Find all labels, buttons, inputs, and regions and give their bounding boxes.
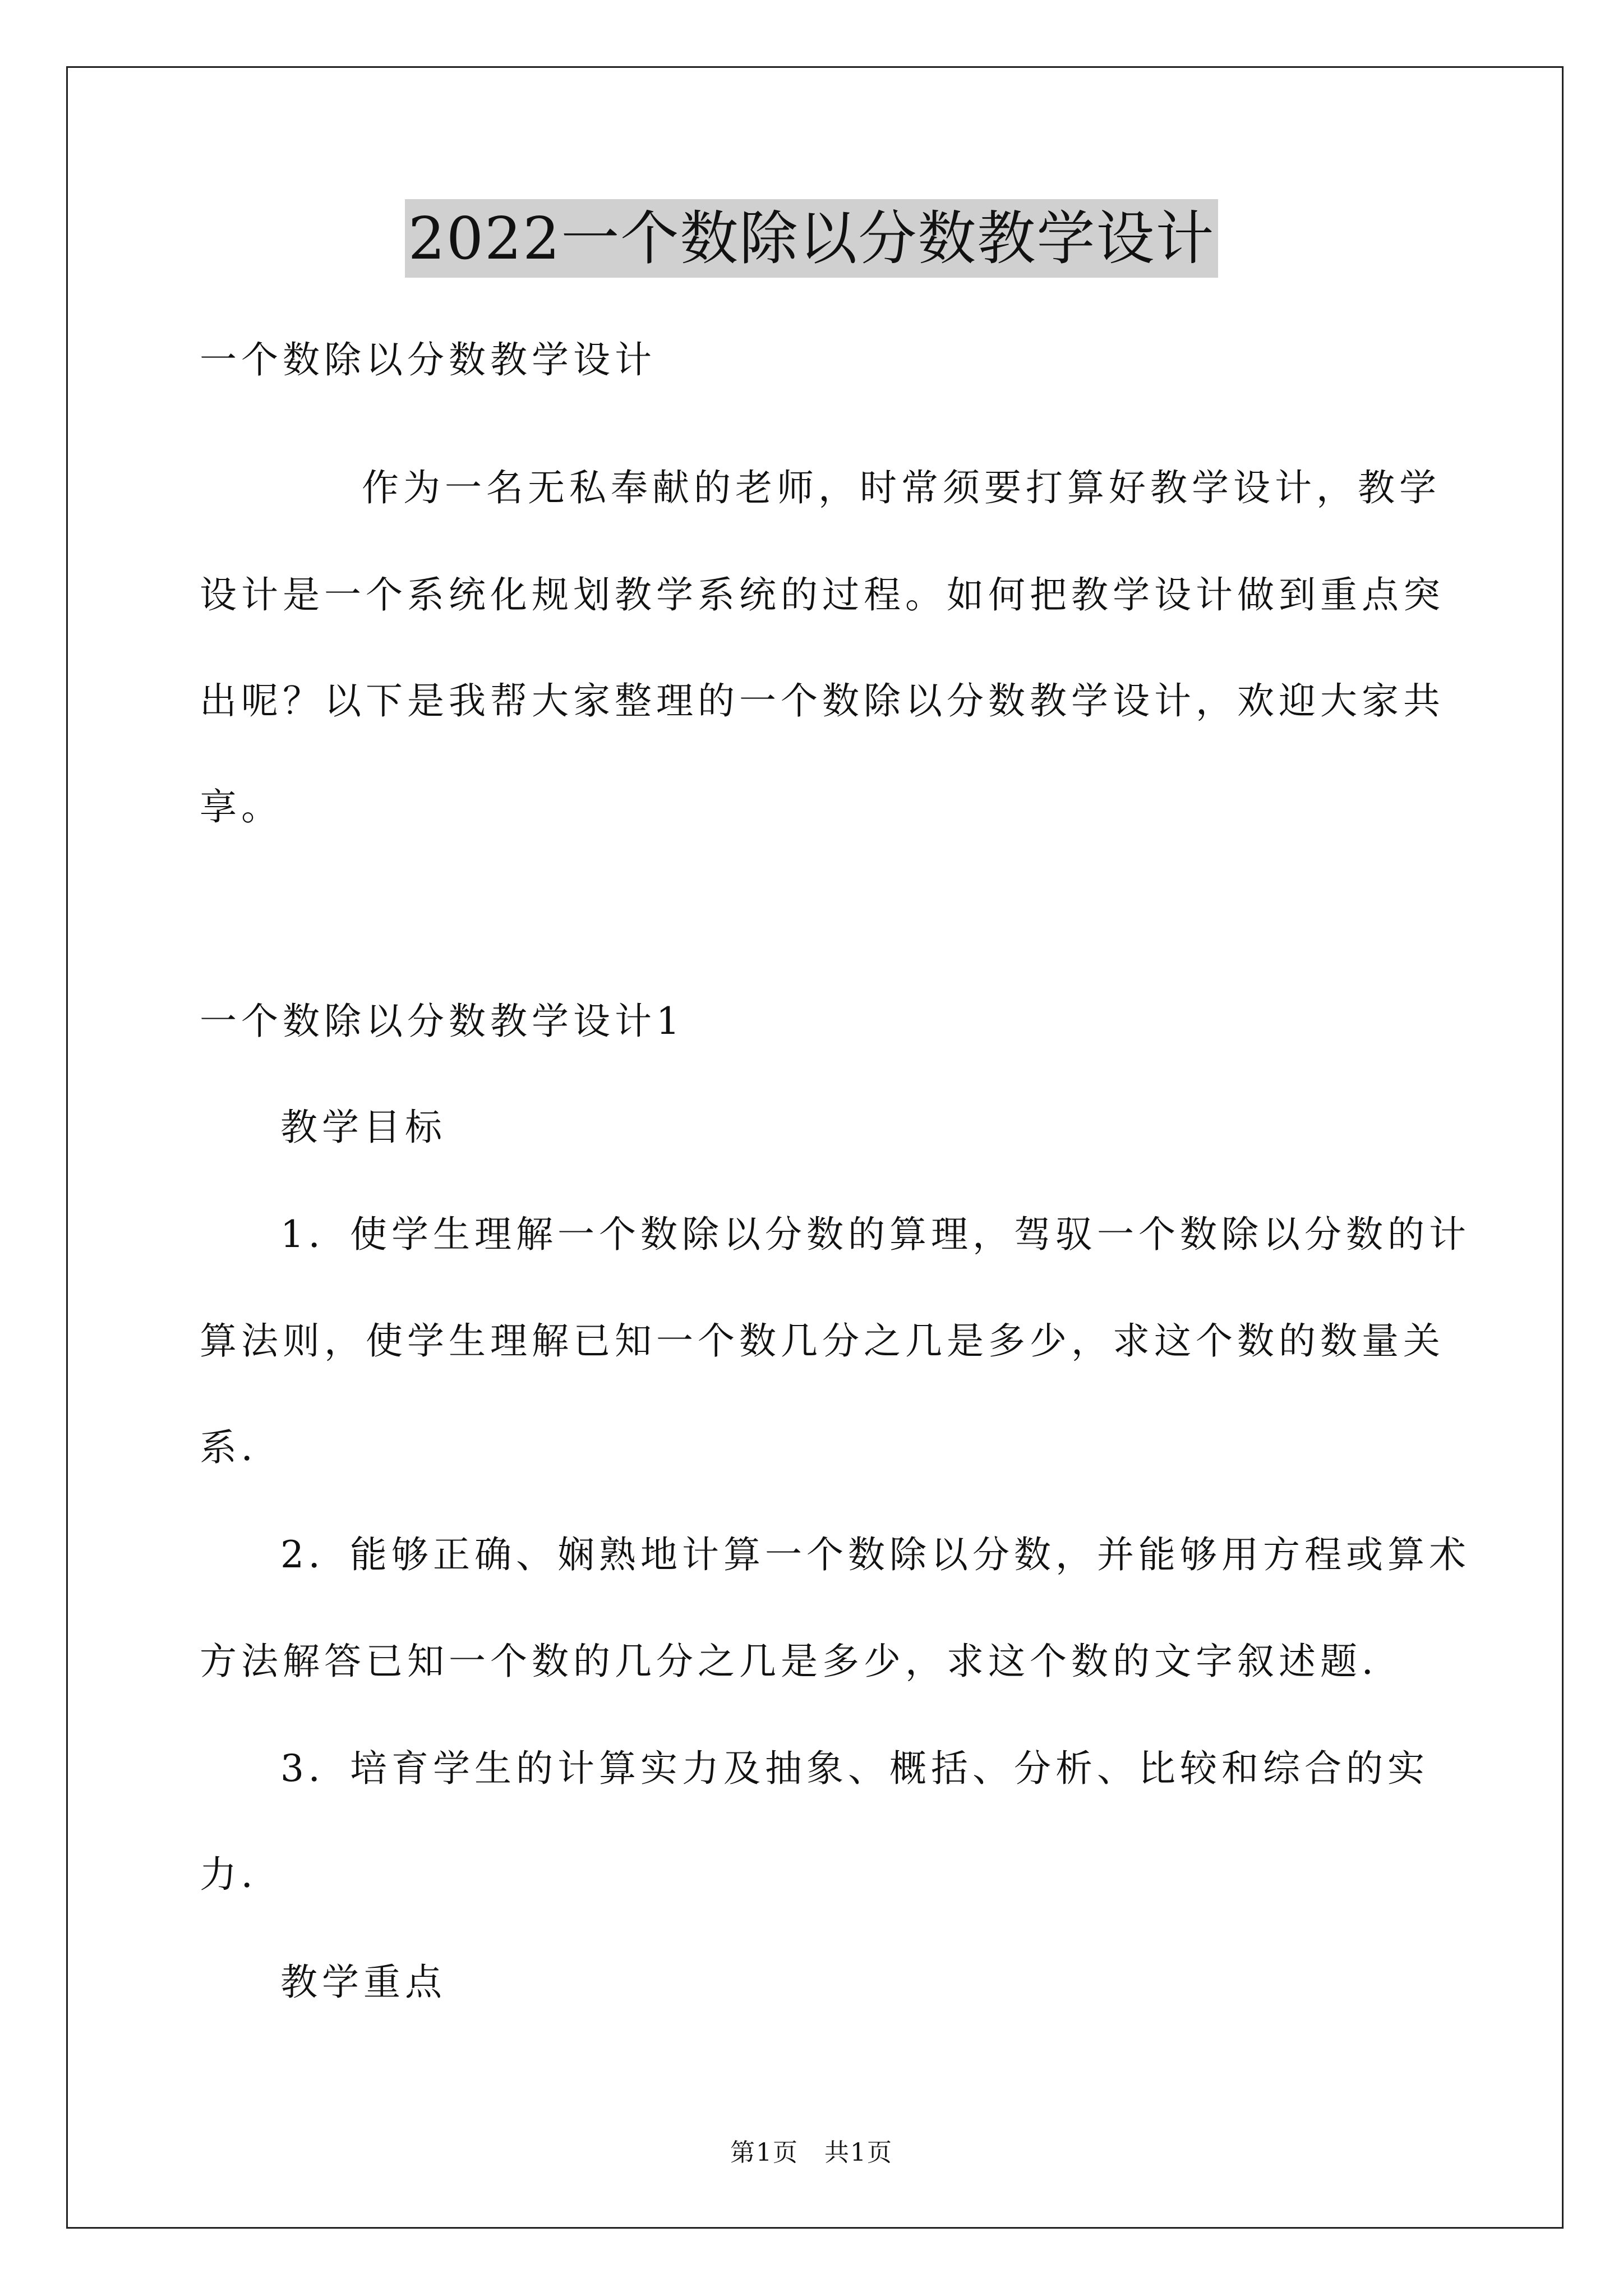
intro-line-3: 出呢？以下是我帮大家整理的一个数除以分数教学设计，欢迎大家共	[200, 679, 1445, 723]
intro-line-4: 享。	[200, 785, 283, 829]
objective1-line-2: 算法则，使学生理解已知一个数几分之几是多少，求这个数的数量关	[200, 1319, 1445, 1363]
document-title: 2022一个数除以分数教学设计	[405, 199, 1219, 278]
subtitle: 一个数除以分数教学设计	[200, 338, 656, 381]
intro-line-1: 作为一名无私奉献的老师，时常须要打算好教学设计，教学	[362, 466, 1441, 509]
objective2-line-2: 方法解答已知一个数的几分之几是多少，求这个数的文字叙述题．	[200, 1640, 1403, 1683]
objective3-line-1: 3．培育学生的计算实力及抽象、概括、分析、比较和综合的实	[280, 1747, 1429, 1790]
objective1-line-3: 系．	[200, 1426, 283, 1469]
objective2-line-1: 2．能够正确、娴熟地计算一个数除以分数，并能够用方程或算术	[280, 1533, 1470, 1576]
keypoints-heading: 教学重点	[280, 1961, 446, 2004]
title-container	[0, 199, 1623, 278]
section-heading: 一个数除以分数教学设计1	[200, 1000, 684, 1043]
objectives-heading: 教学目标	[280, 1106, 446, 1149]
objective1-line-1: 1．使学生理解一个数除以分数的算理，驾驭一个数除以分数的计	[280, 1213, 1470, 1256]
page-footer: 第1页 共1页	[730, 2138, 893, 2167]
objective3-line-2: 力．	[200, 1853, 283, 1896]
intro-line-2: 设计是一个系统化规划教学系统的过程。如何把教学设计做到重点突	[200, 573, 1445, 616]
